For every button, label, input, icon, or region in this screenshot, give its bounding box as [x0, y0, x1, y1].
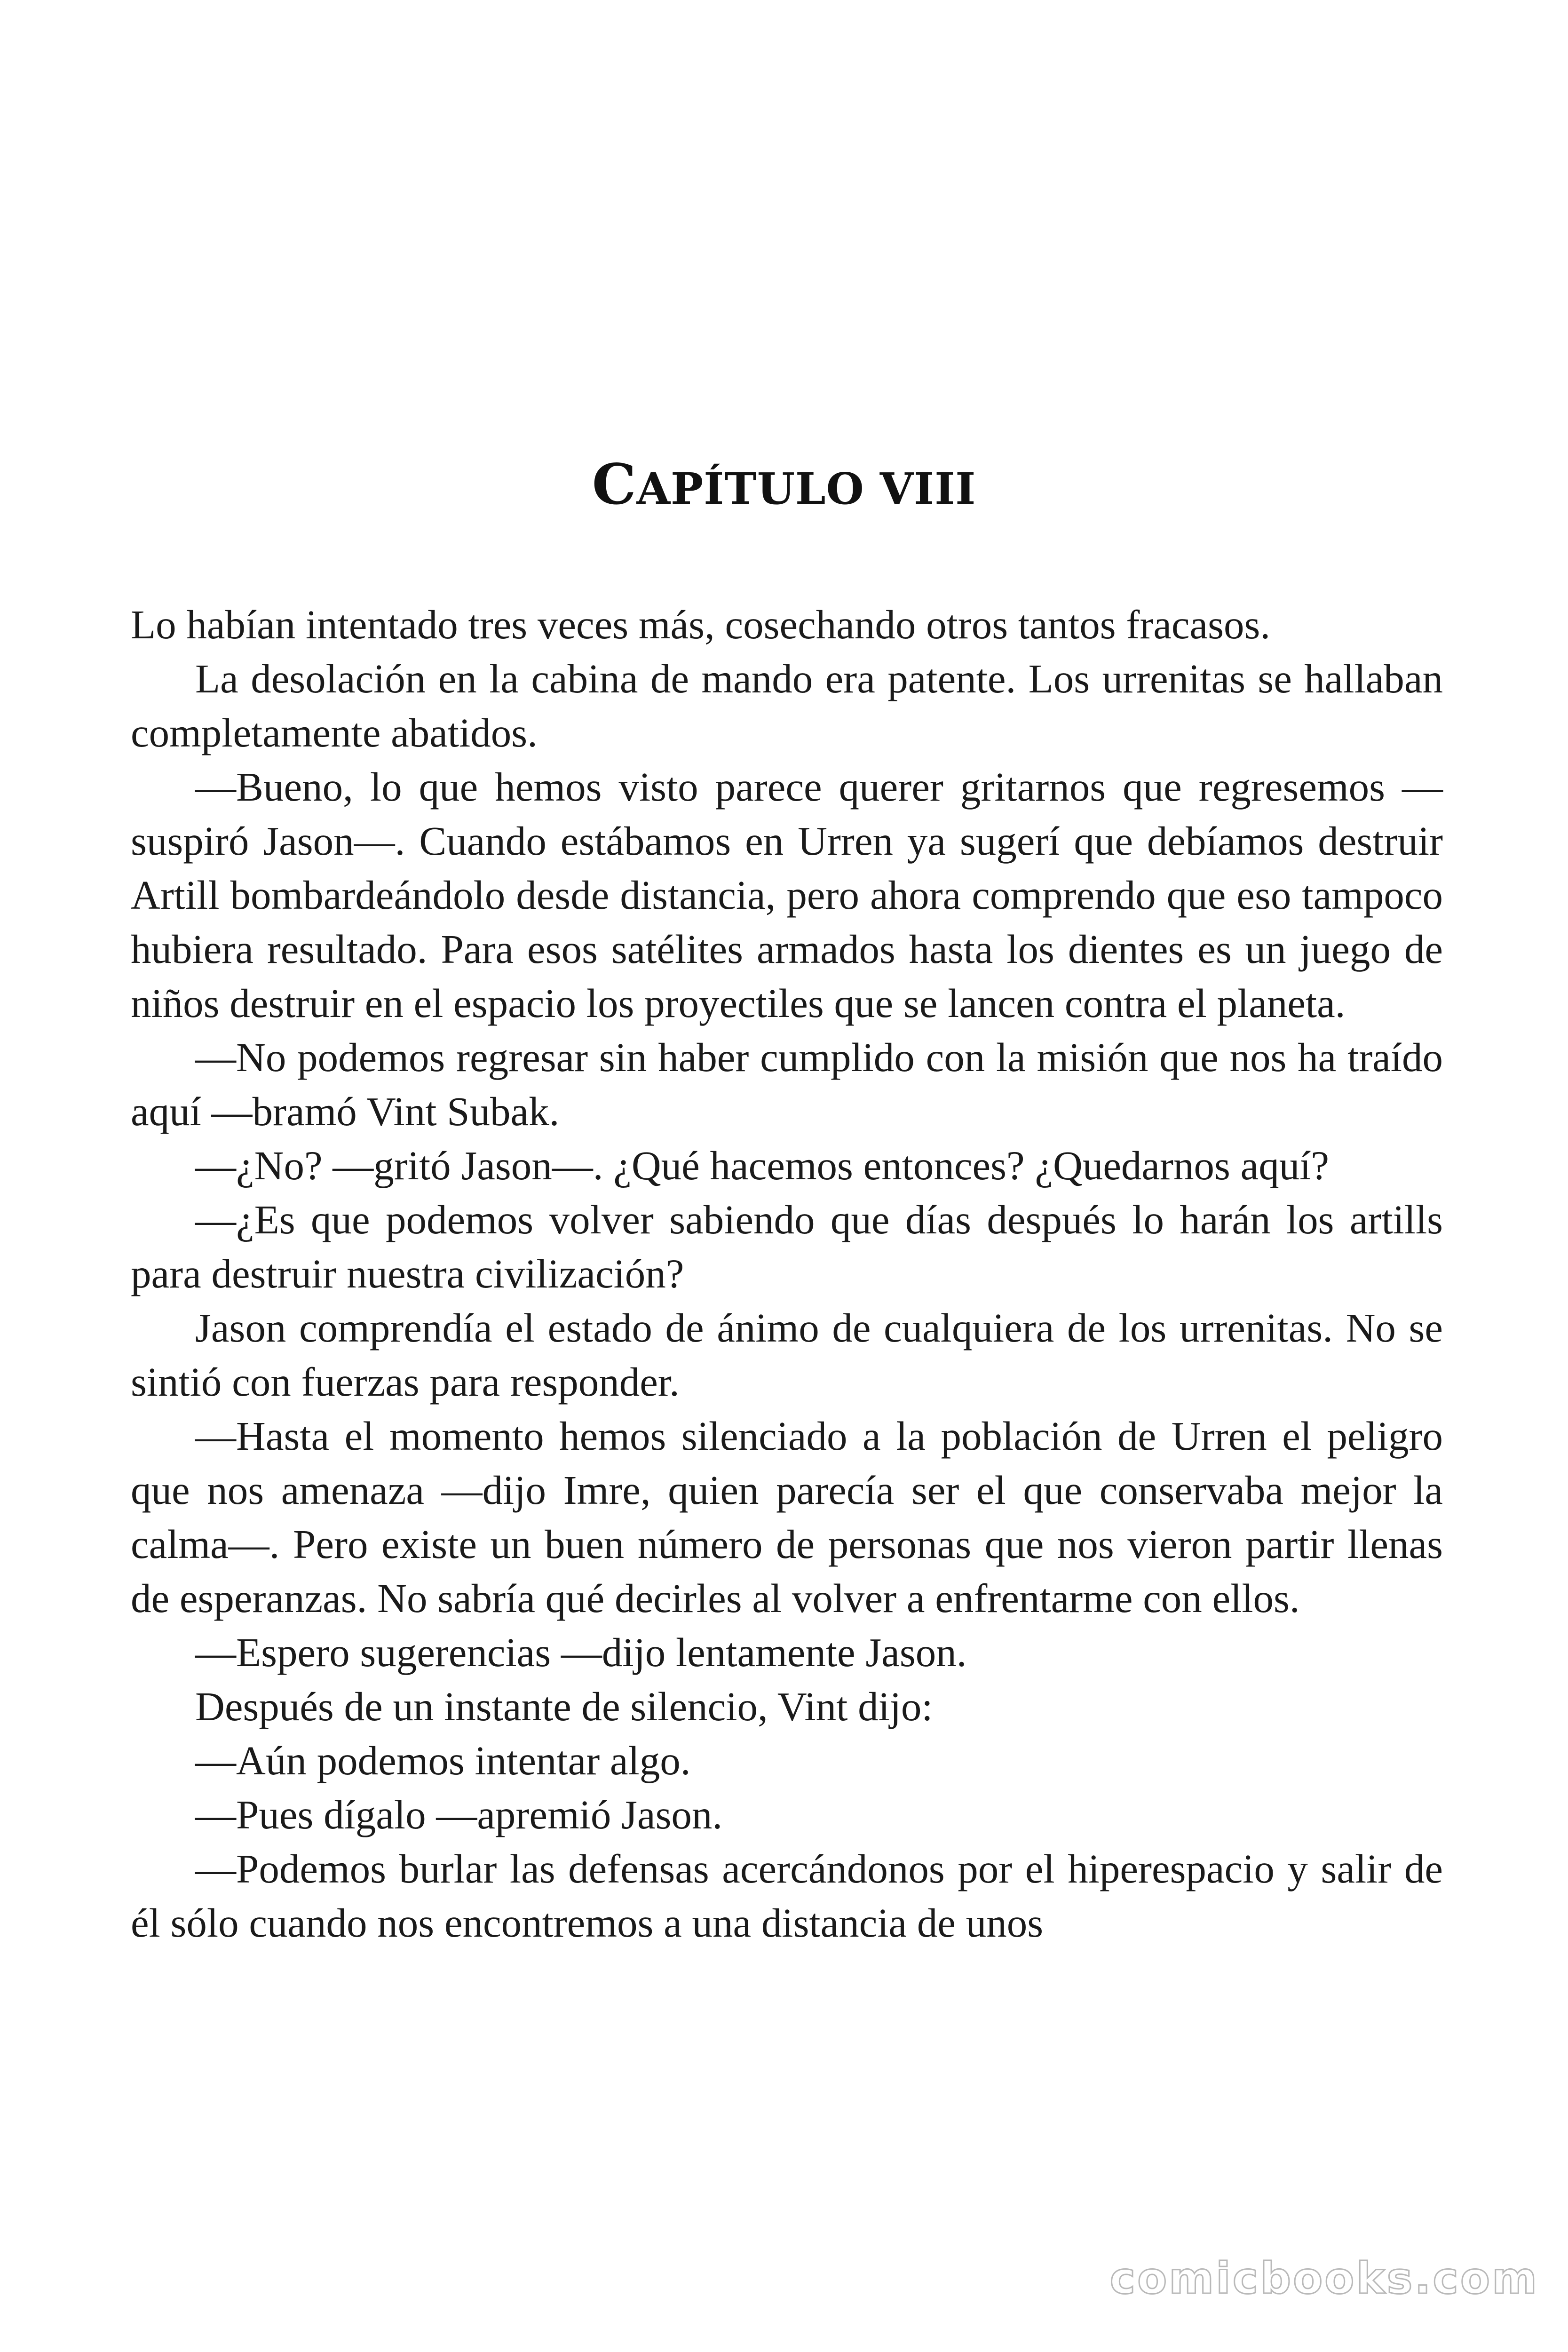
chapter-body [131, 597, 1443, 1950]
paragraph: —Hasta el momento hemos silenciado a la población de Urren el peligro que nos amenaza —dijo Imre, quien parecía ser el que conservaba mejor la calma—. Pero existe un buen número de personas que nos vieron partir llenas de esperanzas. No sabría qué decirles al volver a enfrentarme con ellos. [131, 1413, 1443, 1621]
paragraph: —Bueno, lo que hemos visto parece querer gritarnos que regresemos —suspiró Jason—. Cuando estábamos en Urren ya sugerí que debíamos destruir Artill bombardeándolo desde distancia, pero ahora comprendo que eso tampoco hubiera resultado. Para esos satélites armados hasta los dientes es un juego de niños destruir en el espacio los proyectiles que se lancen contra el planeta. [131, 764, 1443, 1026]
watermark: comicbooks.com [1109, 2253, 1539, 2304]
paragraph: —Espero sugerencias —dijo lentamente Jason. [195, 1629, 967, 1675]
paragraph: Después de un instante de silencio, Vint dijo: [195, 1684, 933, 1729]
paragraph: —Podemos burlar las defensas acercándonos por el hiperespacio y salir de él sólo cuando nos encontremos a una distancia de unos [131, 1846, 1443, 1946]
paragraph: —¿No? —gritó Jason—. ¿Qué hacemos entonces? ¿Quedarnos aquí? [195, 1143, 1330, 1188]
paragraph: —No podemos regresar sin haber cumplido con la misión que nos ha traído aquí —bramó Vint Subak. [131, 1034, 1443, 1134]
paragraph: Jason comprendía el estado de ánimo de cualquiera de los urrenitas. No se sintió con fuerzas para responder. [131, 1305, 1443, 1405]
paragraph: —Aún podemos intentar algo. [195, 1738, 691, 1783]
paragraph: La desolación en la cabina de mando era patente. Los urrenitas se hallaban completamente abatidos. [131, 656, 1443, 755]
paragraph: —¿Es que podemos volver sabiendo que días después lo harán los artills para destruir nuestra civilización? [131, 1197, 1443, 1296]
chapter-title-rest: APÍTULO VIII [636, 463, 976, 514]
paragraph: —Pues dígalo —apremió Jason. [195, 1792, 723, 1837]
chapter-title [0, 452, 1568, 517]
chapter-title-initial: C [592, 452, 637, 517]
paragraph: Lo habían intentado tres veces más, cosechando otros tantos fracasos. [131, 602, 1271, 647]
